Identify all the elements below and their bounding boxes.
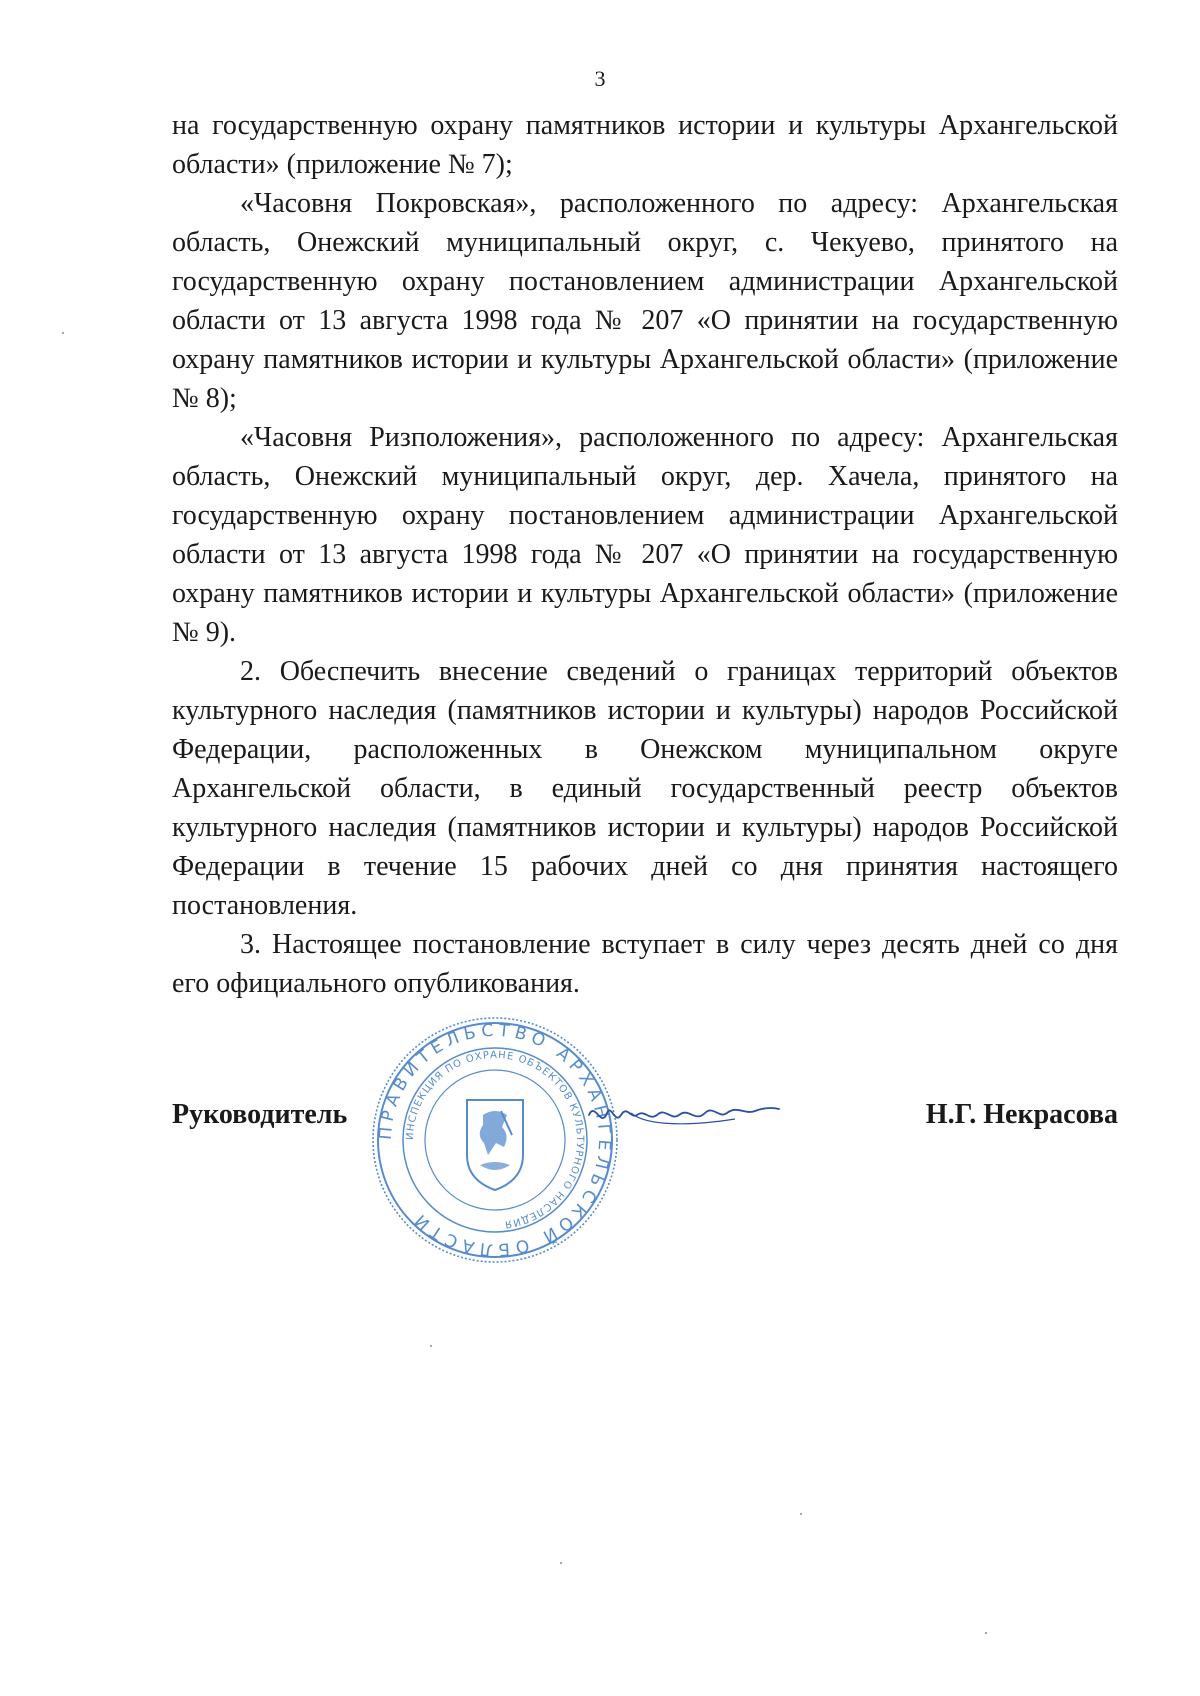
seal-inner-text: ИНСПЕКЦИЯ ПО ОХРАНЕ ОБЪЕКТОВ КУЛЬТУРНОГО НАСЛЕДИЯ bbox=[404, 1049, 586, 1230]
signatory-name: Н.Г. Некрасова bbox=[925, 1099, 1118, 1130]
scan-speck bbox=[62, 332, 64, 334]
scan-speck bbox=[985, 1632, 987, 1634]
official-seal bbox=[370, 1015, 620, 1265]
page-number: 3 bbox=[594, 66, 606, 91]
paragraph-item-3: 3. Настоящее постановление вступает в силу через десять дней со дня его официального опубликования. bbox=[172, 929, 1118, 999]
document-body bbox=[172, 106, 1118, 1003]
seal-outer-text: ПРАВИТЕЛЬСТВО АРХАНГЕЛЬСКОЙ ОБЛАСТИ bbox=[375, 1020, 615, 1260]
signatory-role: Руководитель bbox=[172, 1099, 348, 1130]
paragraph-chapel-pokrovskaya: «Часовня Покровская», расположенного по адресу: Архангельская область, Онежский муниципальный округ, с. Чекуево, принятого на государственную охрану постановлением администрации Архангельской области от 13 августа 1998 года № 207 «О принятии на государственную охрану памятников истории и культуры Архангельской области» (приложение № 8); bbox=[172, 188, 1118, 414]
scan-speck bbox=[430, 1345, 432, 1347]
paragraph-continuation: на государственную охрану памятников истории и культуры Архангельской области» (приложение № 7); bbox=[172, 110, 1118, 180]
scan-speck bbox=[560, 1562, 562, 1564]
scan-speck bbox=[800, 1513, 802, 1515]
paragraph-item-2: 2. Обеспечить внесение сведений о границах территорий объектов культурного наследия (памятников истории и культуры) народов Российской Федерации, расположенных в Онежском муниципальном округе Архангельской области, в единый государственный реестр объектов культурного наследия (памятников истории и культуры) народов Российской Федерации в течение 15 рабочих дней со дня принятия настоящего постановления. bbox=[172, 656, 1118, 921]
handwritten-signature bbox=[585, 1085, 785, 1145]
paragraph-chapel-rizpolozheniya: «Часовня Ризположения», расположенного по адресу: Архангельская область, Онежский муниципальный округ, дер. Хачела, принятого на государственную охрану постановлением администрации Архангельской области от 13 августа 1998 года № 207 «О принятии на государственную охрану памятников истории и культуры Архангельской области» (приложение № 9). bbox=[172, 422, 1118, 648]
